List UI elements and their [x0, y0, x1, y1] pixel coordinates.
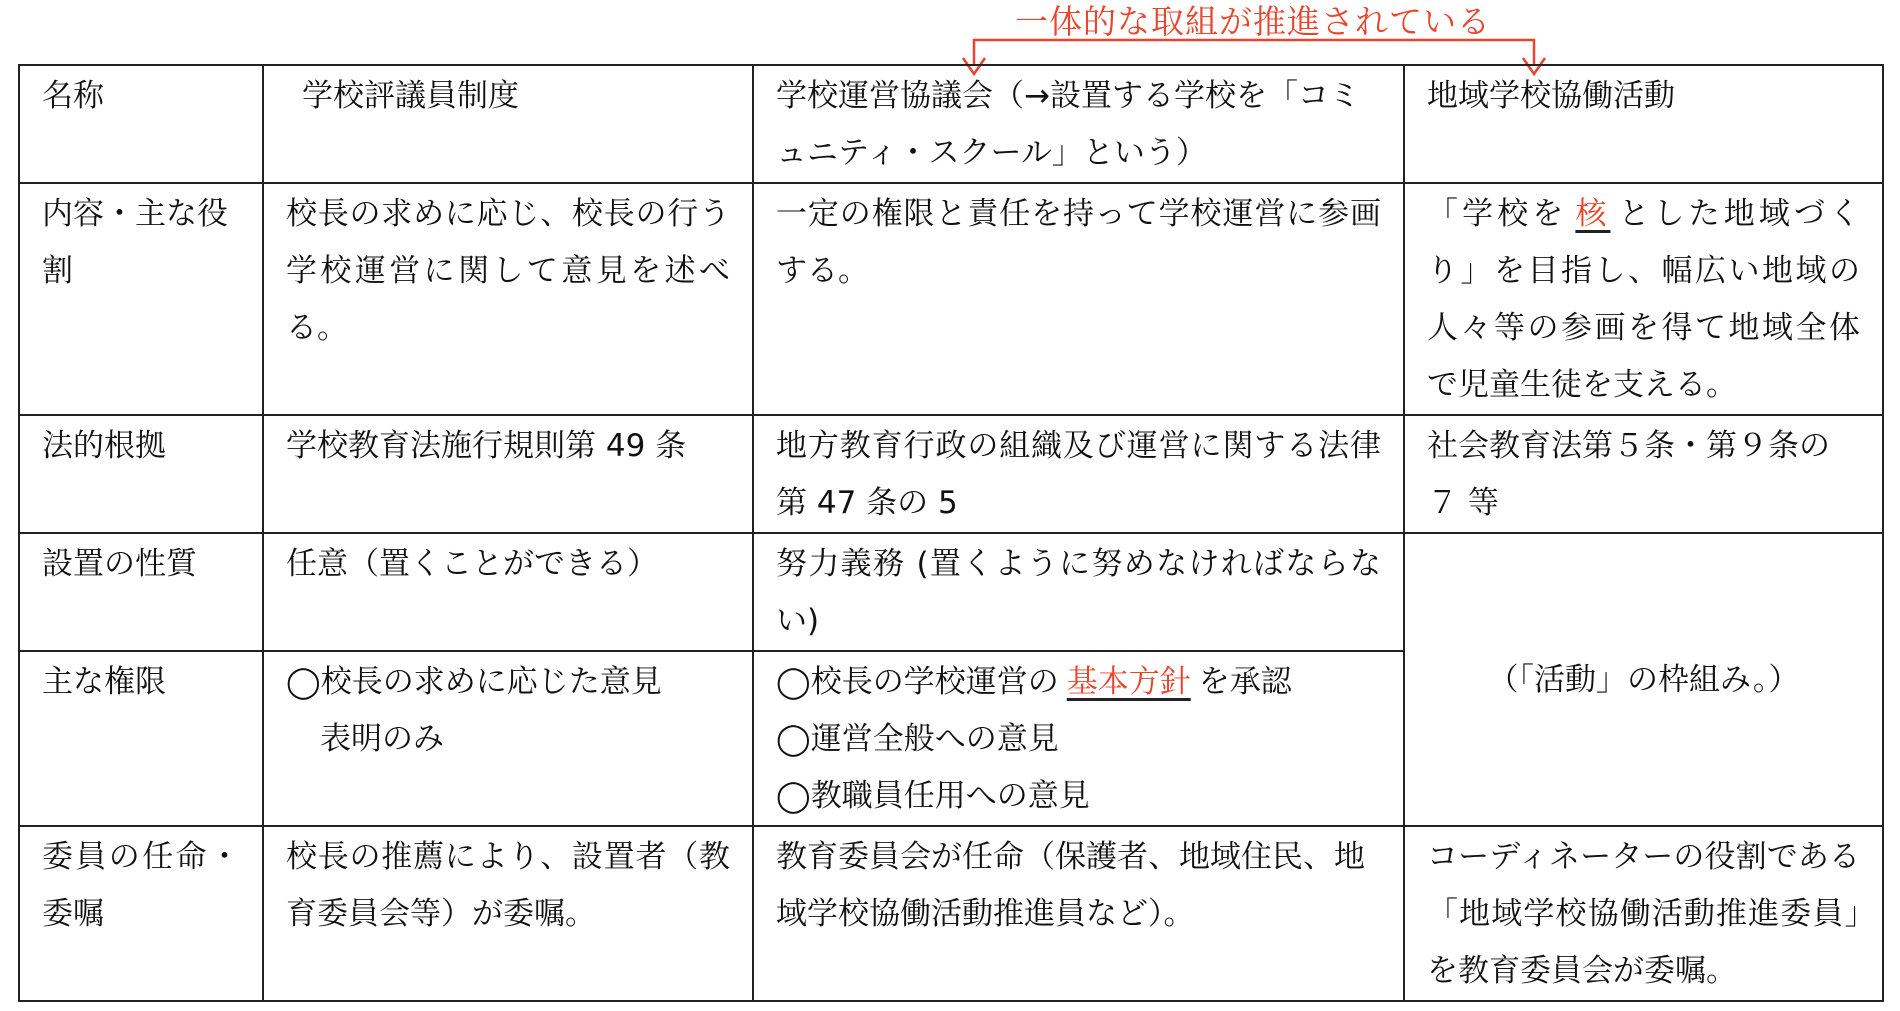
- table-row: [19, 183, 1883, 415]
- annotation-text: 一体的な取組が推進されている: [1015, 2, 1491, 41]
- cell-text: ◯運営全般への意見: [776, 721, 1059, 757]
- merged-cell: [1404, 533, 1883, 826]
- table-cell: [263, 415, 753, 533]
- cell-text: 一定の権限と責任を持って学校運営に参画する。: [776, 196, 1381, 289]
- cell-text: ◯校長の求めに応じた意見: [286, 664, 662, 700]
- cell-text: [776, 654, 1381, 711]
- row-label: 委員の任命・委嘱: [42, 839, 240, 932]
- fill-in-blank-answer: 核: [1575, 196, 1611, 232]
- cell-text-part: を承認: [1198, 664, 1292, 700]
- table-row: [19, 533, 1883, 651]
- cell-text: 努力義務 (置くように努めなければならない): [776, 546, 1381, 639]
- row-label-cell: [19, 183, 263, 415]
- table-cell: [753, 183, 1404, 415]
- row-label-cell: [19, 826, 263, 1001]
- cell-text: 社会教育法第５条・第９条の７ 等: [1427, 428, 1830, 521]
- cell-text: 教育委員会が任命（保護者、地域住民、地域学校協働活動推進員など）。: [776, 839, 1365, 932]
- row-label-cell: [19, 415, 263, 533]
- cell-text-part: 「学校を: [1427, 196, 1568, 232]
- table-cell: [1404, 826, 1883, 1001]
- cell-text: コーディネーターの役割である「地域学校協働活動推進委員」を教育委員会が委嘱。: [1427, 839, 1860, 989]
- cell-text: 表明のみ: [320, 721, 444, 757]
- cell-text: 校長の推薦により、設置者（教育委員会等）が委嘱。: [286, 839, 730, 932]
- row-label-cell: [19, 533, 263, 651]
- header-unei-kyogikai-cell: [753, 65, 1404, 183]
- row-label: 内容・主な役割: [42, 196, 228, 289]
- cell-text: [1427, 186, 1860, 414]
- row-label: 主な権限: [42, 664, 166, 700]
- table-cell: [753, 826, 1404, 1001]
- row-label: 法的根拠: [42, 428, 166, 464]
- cell-text-part: ◯校長の学校運営の: [776, 664, 1059, 700]
- header-gakko-hyogiin-cell: [263, 65, 753, 183]
- table-cell: [1404, 415, 1883, 533]
- header-kyodo-katsudo-cell: [1404, 65, 1883, 183]
- table-cell: [263, 533, 753, 651]
- fill-in-blank-answer: 基本方針: [1066, 664, 1191, 700]
- table-row: [19, 415, 1883, 533]
- table-row: [19, 826, 1883, 1001]
- cell-text: 地方教育行政の組織及び運営に関する法律第 47 条の 5: [776, 428, 1381, 521]
- row-label: 設置の性質: [42, 546, 197, 582]
- row-label-cell: [19, 651, 263, 826]
- header-kyodo-katsudo-label: 地域学校協働活動: [1427, 78, 1675, 114]
- table-cell: [753, 415, 1404, 533]
- cell-text: 学校教育法施行規則第 49 条: [286, 428, 687, 464]
- table-cell: [263, 826, 753, 1001]
- header-name-cell: [19, 65, 263, 183]
- table-cell: [263, 651, 753, 826]
- cell-text: 任意（置くことができる）: [286, 546, 658, 582]
- table-cell: [1404, 183, 1883, 415]
- table-cell: [263, 183, 753, 415]
- comparison-table: [18, 64, 1884, 1002]
- table-cell: [753, 533, 1404, 651]
- cell-text-part: とした地域づくり」を目指し、幅広い地域の人々等の参画を得て地域全体で児童生徒を支える。: [1427, 196, 1861, 403]
- header-name-label: 名称: [42, 78, 104, 114]
- cell-text: ◯教職員任用への意見: [776, 778, 1090, 814]
- header-gakko-hyogiin-label: 学校評議員制度: [302, 78, 519, 114]
- cell-text: 校長の求めに応じ、校長の行う学校運営に関して意見を述べる。: [286, 196, 730, 346]
- table-header-row: [19, 65, 1883, 183]
- table-cell: [753, 651, 1404, 826]
- cell-text: （「活動」の枠組み。）: [1487, 662, 1800, 698]
- header-unei-kyogikai-label: 学校運営協議会（→設置する学校を「コミュニティ・スクール」という）: [776, 78, 1360, 171]
